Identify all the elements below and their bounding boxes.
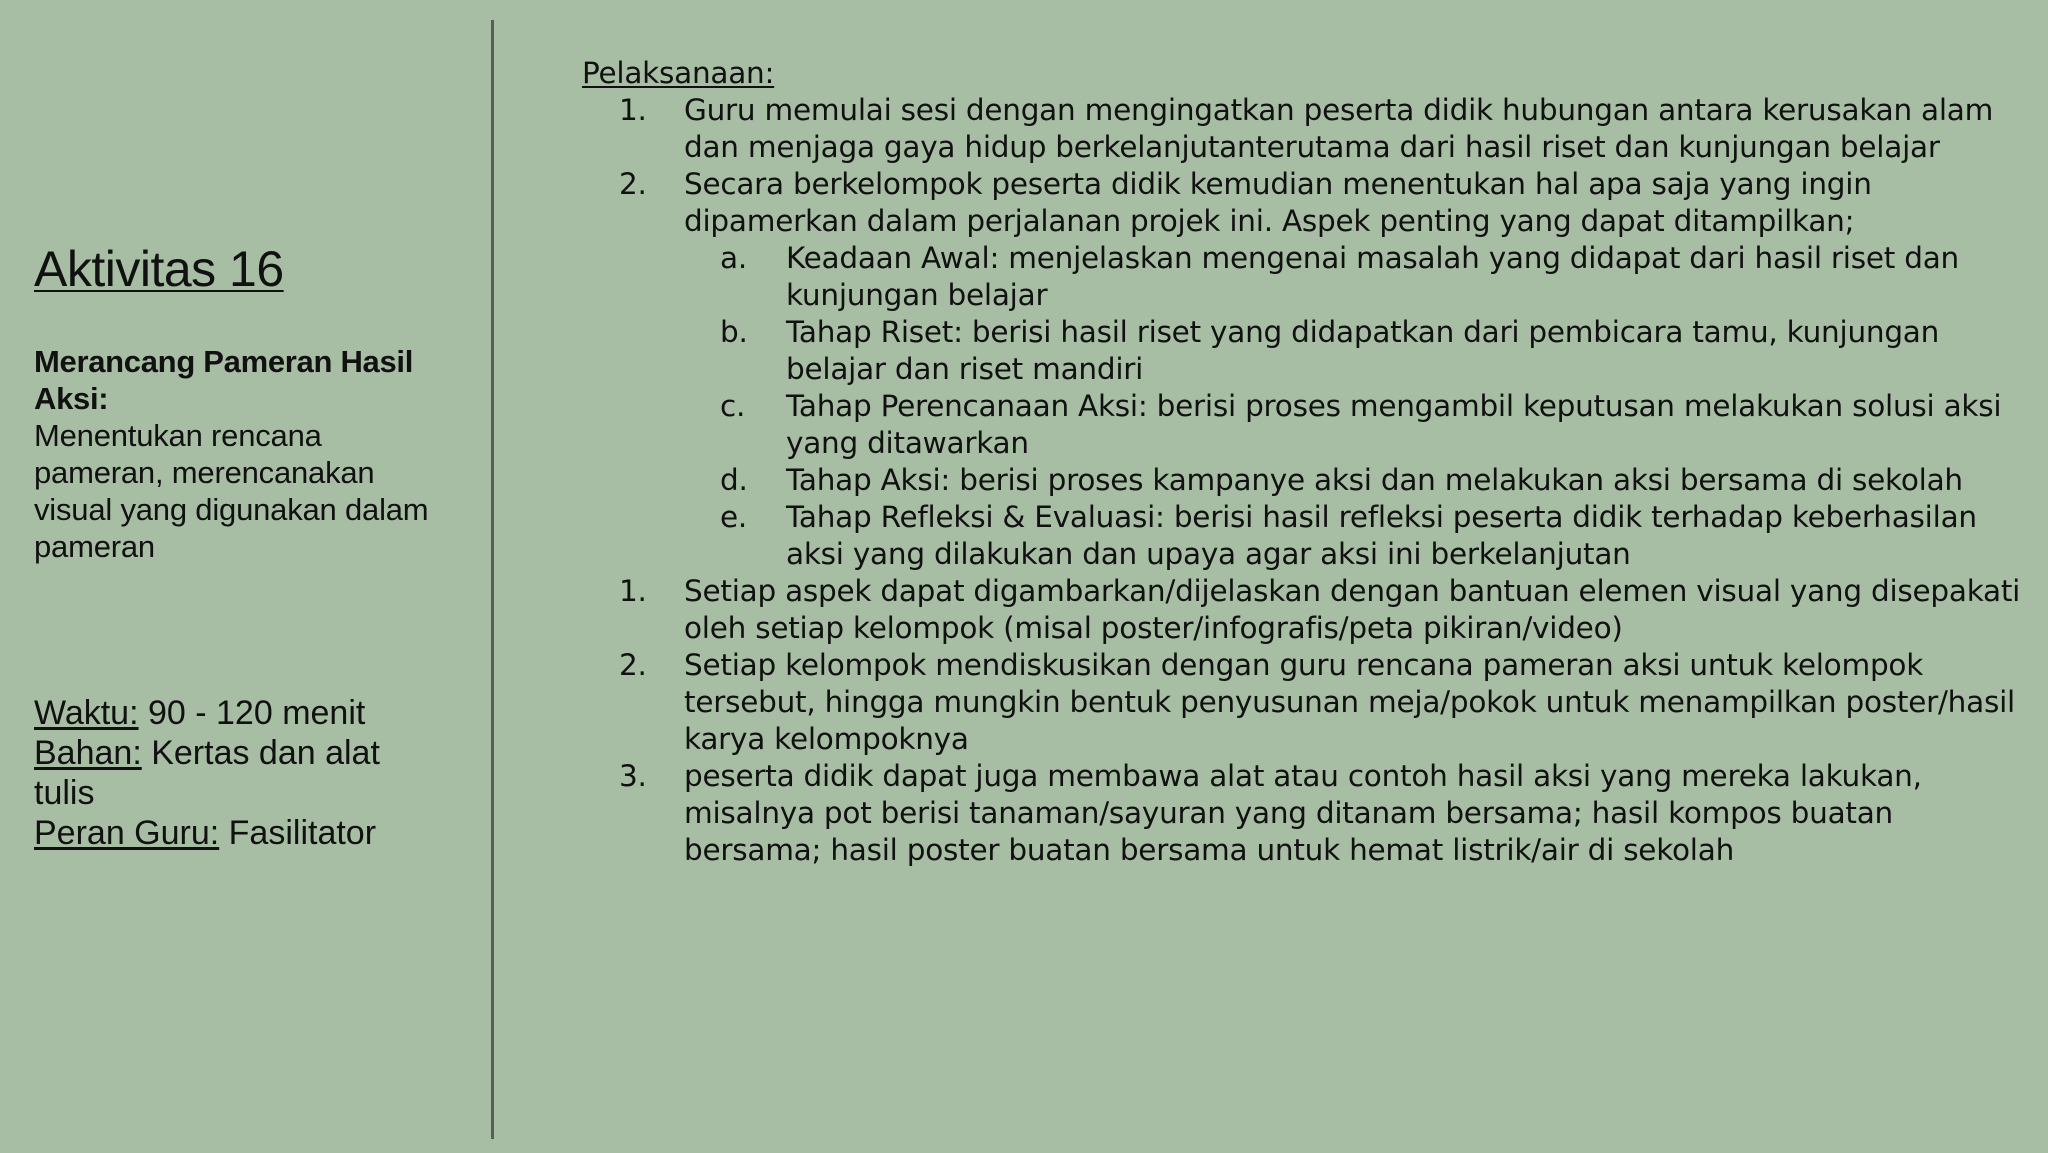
step-marker: 1.	[619, 93, 647, 127]
aspect-text: Tahap Aksi: berisi proses kampanye aksi dan melakukan aksi bersama di sekolah	[786, 463, 1963, 497]
aspect-text: Keadaan Awal: menjelaskan mengenai masalah yang didapat dari hasil riset dan kunjungan belajar	[786, 241, 1959, 312]
aspect-marker: a.	[720, 241, 747, 275]
role-value: Fasilitator	[219, 814, 377, 852]
time-value: 90 - 120 menit	[138, 694, 366, 732]
aspect-item	[720, 240, 1966, 314]
activity-title: Aktivitas 16	[34, 241, 284, 297]
aspect-item	[720, 499, 2031, 573]
step-marker: 3.	[619, 759, 647, 793]
aspect-item	[720, 462, 2026, 499]
aspect-text: Tahap Refleksi & Evaluasi: berisi hasil refleksi peserta didik terhadap keberhasilan aksi yang dilakukan dan upaya agar aksi ini berkelanjutan	[786, 500, 1977, 571]
step-text: Guru memulai sesi dengan mengingatkan peserta didik hubungan antara kerusakan alam dan menjaga gaya hidup berkelanjutanterutama dari hasil riset dan kunjungan belajar	[684, 93, 1994, 164]
aspect-marker: e.	[720, 500, 748, 534]
aspect-item	[720, 314, 2026, 388]
aspect-marker: b.	[720, 315, 748, 349]
activity-description: Menentukan rencana pameran, merencanakan visual yang digunakan dalam pameran	[34, 418, 429, 564]
time-label: Waktu:	[34, 694, 139, 732]
role-label: Peran Guru:	[34, 814, 220, 852]
aspect-item	[720, 388, 2026, 462]
step-marker: 2.	[619, 648, 647, 682]
procedure-step	[619, 758, 2029, 869]
procedure-step	[619, 92, 2024, 166]
step-text: Secara berkelompok peserta didik kemudian menentukan hal apa saja yang ingin dipamerkan dalam perjalanan projek ini. Aspek penting yang dapat ditampilkan;	[684, 167, 1872, 238]
procedure-step	[619, 166, 2024, 240]
procedure-step	[619, 647, 2029, 758]
step-text: peserta didik dapat juga membawa alat atau contoh hasil aksi yang mereka lakukan, misalnya pot berisi tanaman/sayuran yang ditanam bersama; hasil kompos buatan bersama; hasil poster buatan bersama untuk hemat listrik/air di sekolah	[684, 759, 1922, 867]
aspect-text: Tahap Perencanaan Aksi: berisi proses mengambil keputusan melakukan solusi aksi yang ditawarkan	[786, 389, 2002, 460]
step-text: Setiap aspek dapat digambarkan/dijelaskan dengan bantuan elemen visual yang disepakati oleh setiap kelompok (misal poster/infografis/peta pikiran/video)	[684, 574, 2021, 645]
procedure-step	[619, 573, 2024, 647]
aspect-marker: d.	[720, 463, 748, 497]
procedure-heading: Pelaksanaan:	[582, 56, 775, 90]
aspect-marker: c.	[720, 389, 746, 423]
step-marker: 1.	[619, 574, 647, 608]
activity-subtitle: Merancang Pameran Hasil Aksi:	[34, 344, 414, 416]
step-text: Setiap kelompok mendiskusikan dengan guru rencana pameran aksi untuk kelompok tersebut, hingga mungkin bentuk penyusunan meja/pokok untuk menampilkan poster/hasil karya kelompoknya	[684, 648, 2015, 756]
aspect-text: Tahap Riset: berisi hasil riset yang didapatkan dari pembicara tamu, kunjungan belajar dan riset mandiri	[786, 315, 1940, 386]
step-marker: 2.	[619, 167, 647, 201]
materials-value: Kertas dan alat tulis	[34, 734, 380, 812]
materials-label: Bahan:	[34, 734, 142, 772]
